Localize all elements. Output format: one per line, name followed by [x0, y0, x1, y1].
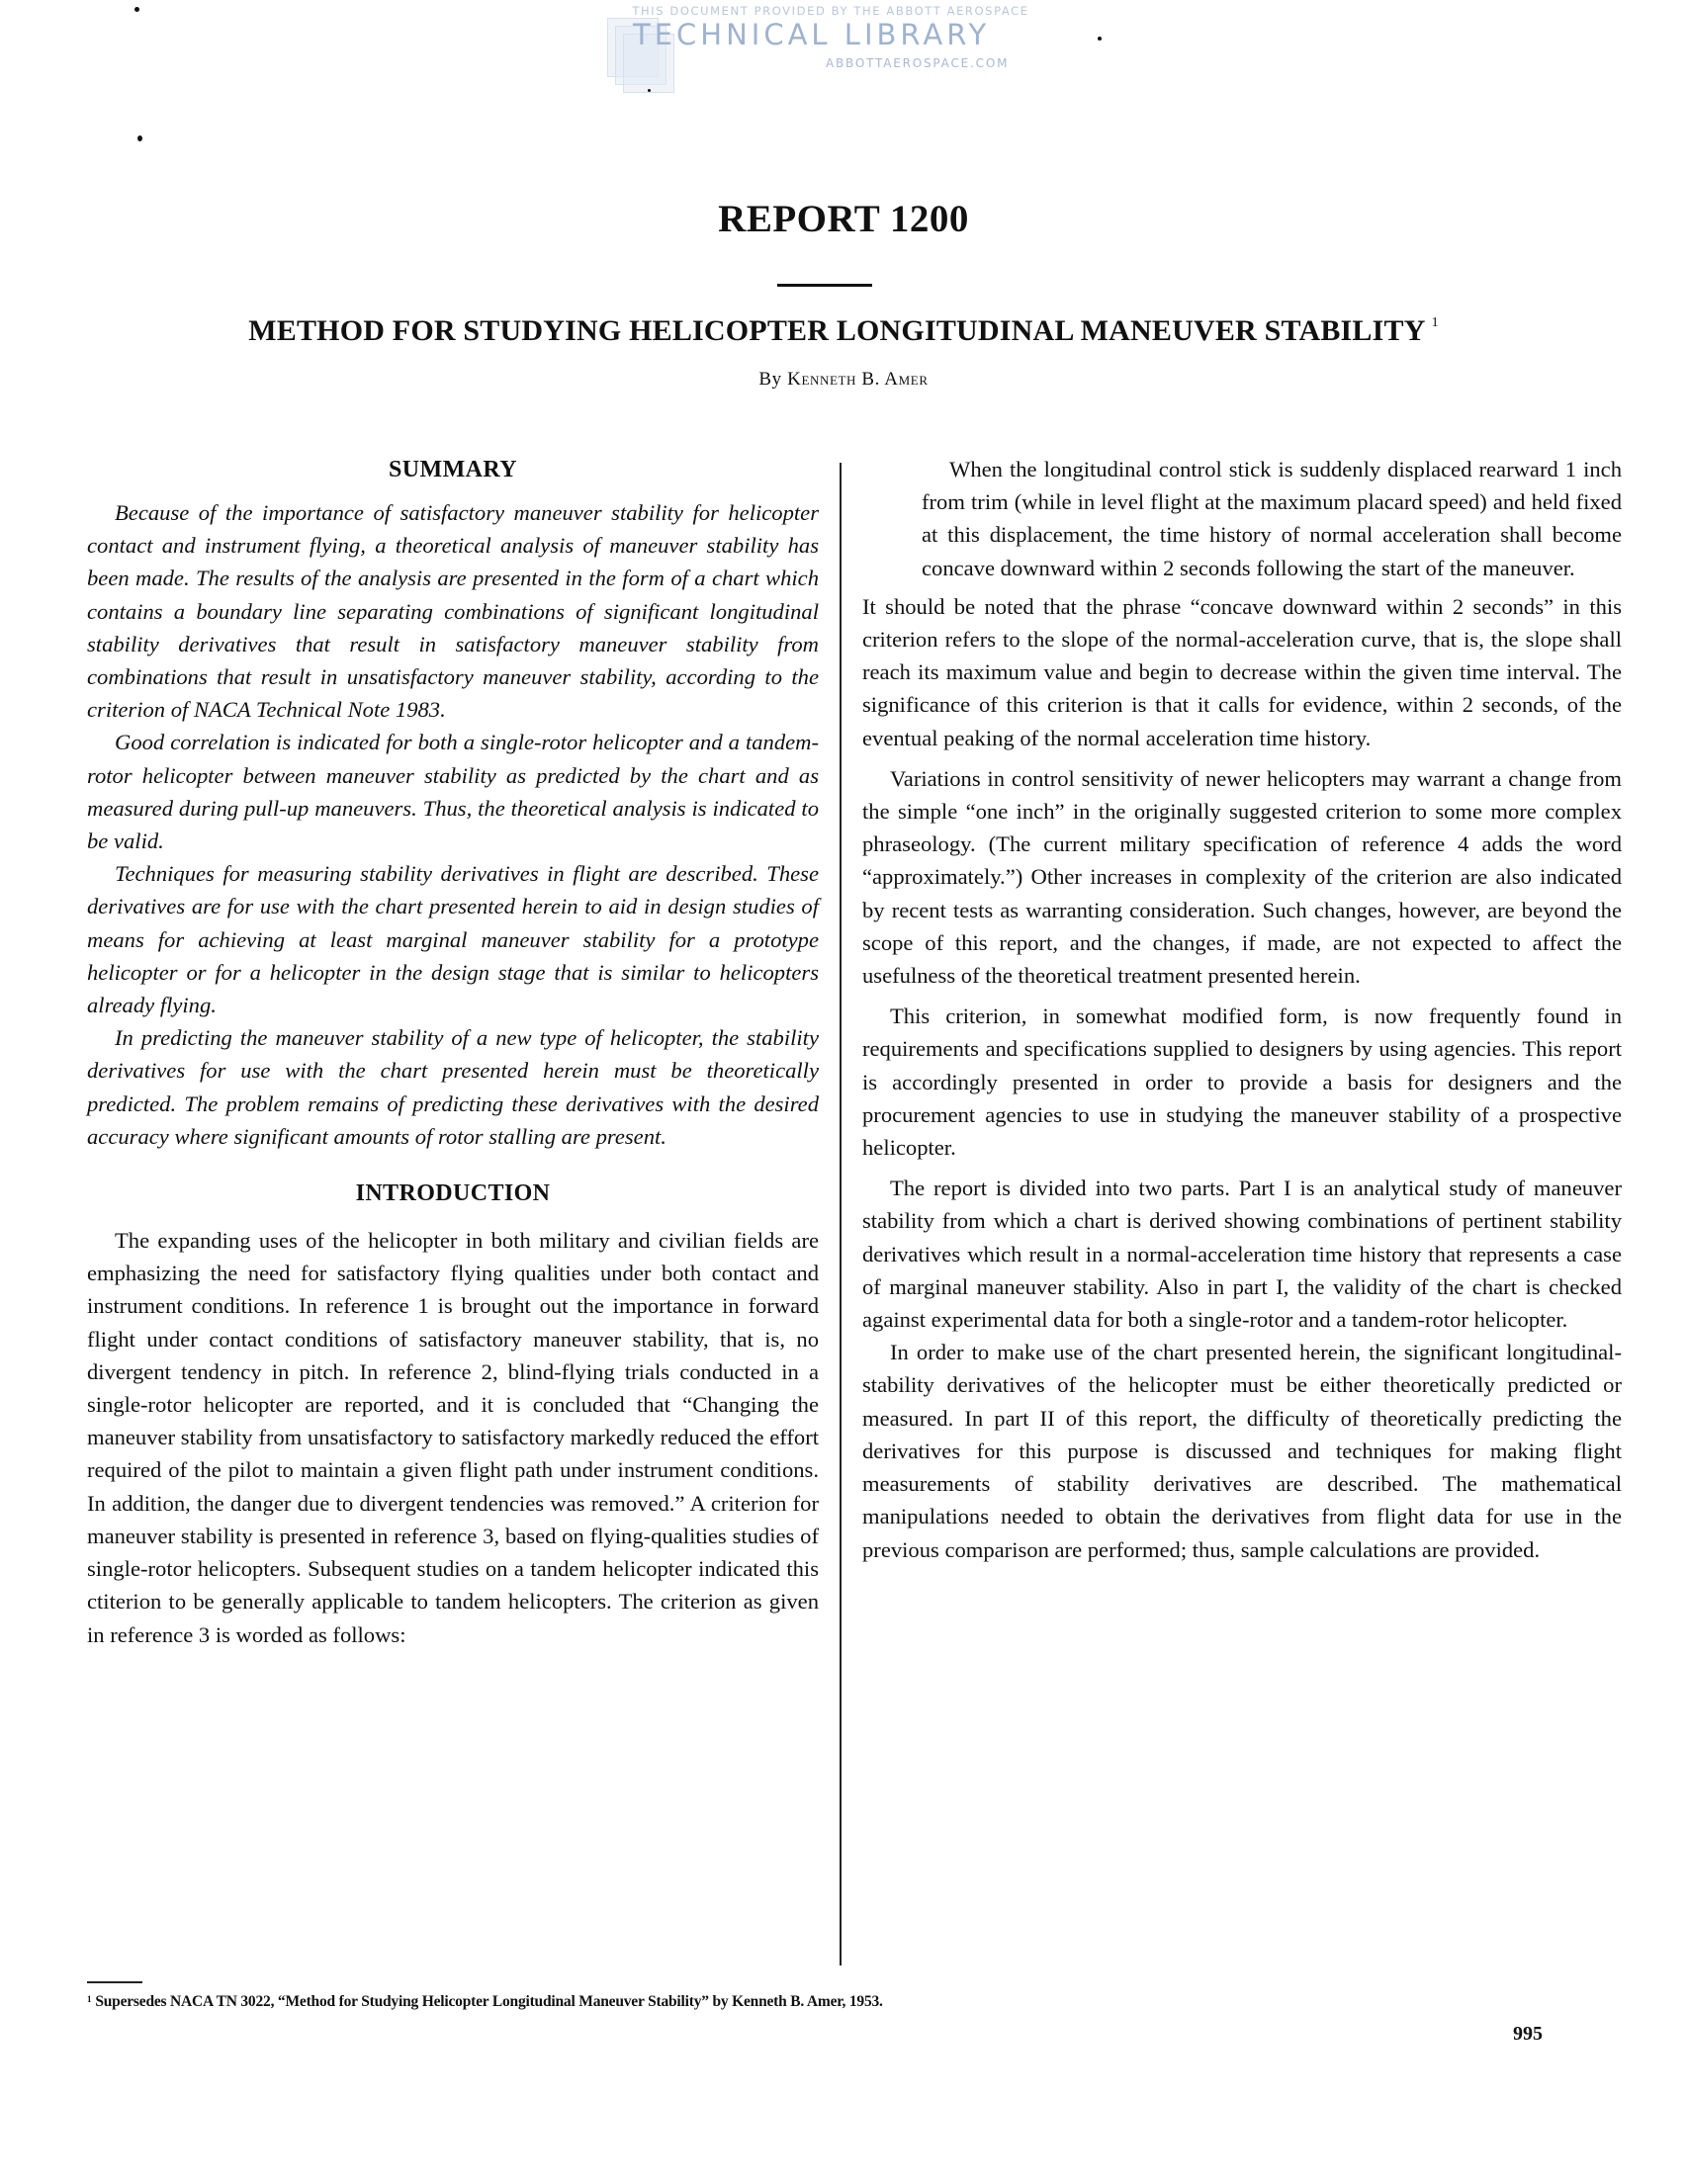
- left-column: [87, 453, 819, 1651]
- body-paragraph: This criterion, in somewhat modified form, is now frequently found in requirements and specifications supplied to designers by using agencies. This report is accordingly presented in order to provide a basis for designers and the procurement agencies to use in studying the maneuver stability of a prospective helicopter.: [862, 1004, 1622, 1161]
- summary-heading: SUMMARY: [389, 457, 517, 482]
- introduction-paragraph: The expanding uses of the helicopter in both military and civilian fields are emphasizing the need for satisfactory flying qualities under both contact and instrument conditions. In reference 1 is brought out the importance in forward flight under contact conditions of satisfactory maneuver stability, that is, no divergent tendency in pitch. In reference 2, blind-flying trials conducted in a single-rotor helicopter are reported, and it is concluded that “Changing the maneuver stability from unsatisfactory to satisfactory markedly reduced the effort required of the pilot to maintain a given flight path under instrument conditions. In addition, the danger due to divergent tendencies was removed.” A criterion for maneuver stability is presented in reference 3, based on flying-qualities studies of single-rotor helicopters. Subsequent studies on a tandem helicopter indicated this ctiterion to be generally applicable to tandem helicopters. The criterion as given in reference 3 is worded as follows:: [87, 1228, 819, 1647]
- summary-paragraph: In predicting the maneuver stability of a new type of helicopter, the stability derivatives for use with the chart presented herein must be theoretically predicted. The problem remains of predicting these derivatives with the desired accuracy where significant amounts of rotor stalling are present.: [87, 1025, 819, 1149]
- scan-speck: [134, 7, 139, 12]
- body-paragraph: The report is divided into two parts. Part I is an analytical study of maneuver stability from which a chart is derived showing combinations of pertinent stability derivatives which result in a normal-acceleration time history that represents a case of marginal maneuver stability. Also in part I, the validity of the chart is checked against experimental data for both a single-rotor and a tandem-rotor helicopter.: [862, 1176, 1622, 1333]
- watermark-library-title: TECHNICAL LIBRARY: [633, 18, 991, 51]
- paper-title: [0, 314, 1687, 348]
- author-name: Kenneth B. Amer: [787, 369, 929, 390]
- criterion-note-paragraph: It should be noted that the phrase “concave downward within 2 seconds” in this criterion refers to the slope of the normal-acceleration curve, that is, the slope shall reach its maximum value and begin to decrease within the given time interval. The significance of this criterion is that it calls for evidence, within 2 seconds, of the eventual peaking of the normal acceleration time history.: [862, 593, 1622, 750]
- summary-paragraph: Because of the importance of satisfactory maneuver stability for helicopter contact and instrument flying, a theoretical analysis of maneuver stability has been made. The results of the analysis are presented in the form of a chart which contains a boundary line separating combinations of significant longitudinal stability derivatives that result in satisfactory maneuver stability from combinations that result in unsatisfactory maneuver stability, according to the criterion of NACA Technical Note 1983.: [87, 500, 819, 723]
- byline-prefix: By: [758, 369, 782, 390]
- scan-speck: [137, 135, 142, 141]
- footnote: [87, 1993, 883, 2011]
- scan-speck: [648, 89, 651, 92]
- introduction-heading: INTRODUCTION: [355, 1180, 551, 1207]
- footnote-marker: 1: [87, 1994, 92, 2004]
- scan-speck: [1098, 37, 1102, 41]
- byline: [0, 369, 1687, 391]
- body-paragraph: In order to make use of the chart presented herein, the significant longitudinal-stability derivatives of the helicopter must be either theoretically predicted or measured. In part II of this report, the difficulty of theoretically predicting the derivatives for this purpose is discussed and techniques for making flight measurements of stability derivatives are described. The mathematical manipulations needed to obtain the derivatives from flight data for use in the previous comparison are performed; thus, sample calculations are provided.: [862, 1340, 1622, 1562]
- abbott-watermark: [593, 4, 1088, 103]
- column-divider: [840, 463, 842, 1966]
- footnote-text: Supersedes NACA TN 3022, “Method for Studying Helicopter Longitudinal Maneuver Stability” by Kenneth B. Amer, 1953.: [95, 1993, 883, 2010]
- watermark-url: ABBOTTAEROSPACE.COM: [826, 56, 1010, 70]
- body-paragraph: Variations in control sensitivity of newer helicopters may warrant a change from the simple “one inch” in the originally suggested criterion to some more complex phraseology. (The current military specification of reference 4 adds the word “approximately.”) Other increases in complexity of the criterion are also indicated by recent tests as warranting consideration. Such changes, however, are beyond the scope of this report, and the changes, if made, are not expected to affect the usefulness of the theoretical treatment presented herein.: [862, 765, 1622, 989]
- summary-paragraph: Good correlation is indicated for both a single-rotor helicopter and a tandem-rotor helicopter between maneuver stability as predicted by the chart and as measured during pull-up maneuvers. Thus, the theoretical analysis is indicated to be valid.: [87, 730, 819, 854]
- title-footnote-marker[interactable]: 1: [1431, 315, 1439, 330]
- page-number: 995: [1513, 2023, 1543, 2045]
- criterion-quote: When the longitudinal control stick is suddenly displaced rearward 1 inch from trim (while in level flight at the maximum placard speed) and held fixed at this displacement, the time history of normal acceleration shall become concave downward within 2 seconds following the start of the maneuver.: [922, 457, 1622, 580]
- title-rule: [777, 284, 872, 287]
- watermark-provider-line: THIS DOCUMENT PROVIDED BY THE ABBOTT AEROSPACE: [632, 4, 1029, 18]
- right-column: [862, 453, 1622, 1566]
- footnote-rule: [87, 1981, 142, 1983]
- paper-title-text: METHOD FOR STUDYING HELICOPTER LONGITUDINAL MANEUVER STABILITY: [248, 314, 1426, 347]
- report-number: REPORT 1200: [718, 198, 969, 240]
- summary-paragraph: Techniques for measuring stability derivatives in flight are described. These derivatives are for use with the chart presented herein to aid in design studies of means for achieving at least marginal maneuver stability for a prototype helicopter or for a helicopter in the design stage that is similar to helicopters already flying.: [87, 861, 819, 1018]
